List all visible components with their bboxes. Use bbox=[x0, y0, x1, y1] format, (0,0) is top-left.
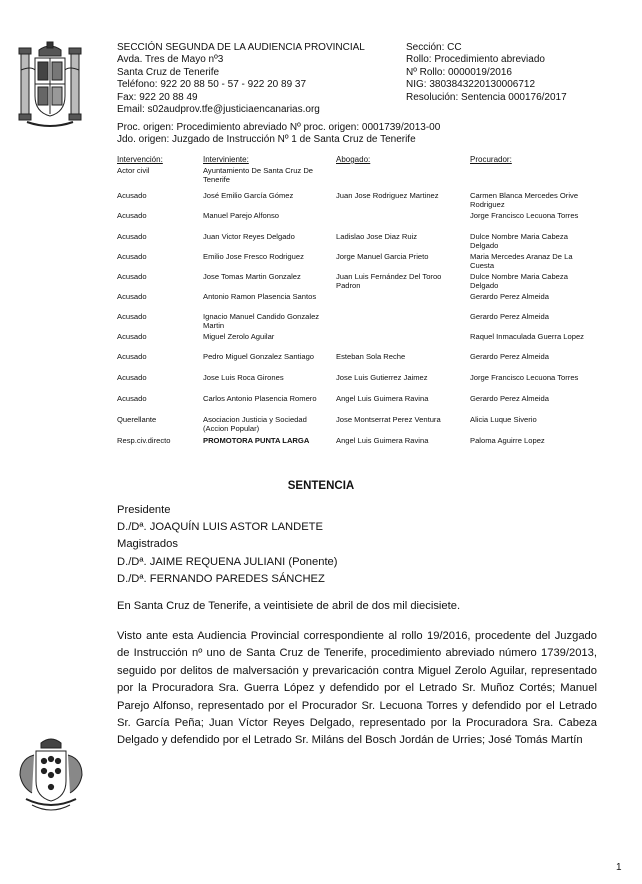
presidente-label: Presidente bbox=[117, 504, 171, 516]
body-paragraph: Visto ante esta Audiencia Provincial correspondiente al rollo 19/2016, procedente del Juzgado de Instrucción nº uno de Santa Cruz de Tenerife, procedimiento abreviado número 1739/2013, seguido por delitos de malversación y prevaricación contra Miguel Zerolo Aguilar, representado por la Procuradora Sra. Guerra López y defendido por el Letrado Sr. Muñoz Cortés; Manuel Parejo Alfonso, representado por el Procurador Sr. Lecuona Torres y defendido por el Letrado Sr. García Peña; Juan Víctor Reyes Delgado, representado por la Procuradora Sra. Cabeza Delgado y defendido por el Letrado Sr. Miláns del Bosch Jordán de Urries; José Tomás Martín bbox=[117, 630, 597, 747]
cell-interviniente: PROMOTORA PUNTA LARGA bbox=[203, 436, 310, 445]
cell-intervencion: Querellante bbox=[117, 415, 157, 424]
cell-procurador: Jorge Francisco Lecuona Torres bbox=[470, 211, 579, 220]
spain-coat-of-arms-icon bbox=[17, 40, 83, 130]
section: Sección: CC bbox=[406, 42, 462, 53]
cell-intervencion: Acusado bbox=[117, 312, 147, 321]
cell-procurador: Gerardo Perez Almeida bbox=[470, 292, 549, 301]
magistrado-2: D./Dª. FERNANDO PAREDES SÁNCHEZ bbox=[117, 572, 325, 585]
court-name: SECCIÓN SEGUNDA DE LA AUDIENCIA PROVINCIAL bbox=[117, 42, 365, 53]
cell-interviniente: Juan Victor Reyes Delgado bbox=[203, 232, 295, 241]
cell-interviniente: Carlos Antonio Plasencia Romero bbox=[203, 394, 317, 403]
header-intervencion: Intervención: bbox=[117, 155, 163, 164]
cell-intervencion: Acusado bbox=[117, 272, 147, 281]
cell-procurador: Dulce Nombre Maria Cabeza Delgado bbox=[470, 232, 568, 250]
cell-intervencion: Acusado bbox=[117, 352, 147, 361]
rollo-number: Nº Rollo: 0000019/2016 bbox=[406, 66, 512, 78]
cell-interviniente: Miguel Zerolo Aguilar bbox=[203, 332, 275, 341]
cell-intervencion: Acusado bbox=[117, 252, 147, 261]
cell-interviniente: Pedro Miguel Gonzalez Santiago bbox=[203, 352, 315, 361]
cell-procurador: Raquel Inmaculada Guerra Lopez bbox=[470, 332, 584, 341]
cell-procurador: Carmen Blanca Mercedes Orive Rodriguez bbox=[470, 191, 579, 209]
cell-intervencion: Acusado bbox=[117, 211, 147, 220]
cell-interviniente: Asociacion Justicia y Sociedad (Accion Popular) bbox=[203, 415, 307, 433]
cell-procurador: Maria Mercedes Aranaz De La Cuesta bbox=[470, 252, 573, 270]
cell-intervencion: Resp.civ.directo bbox=[117, 436, 171, 445]
court-city: Santa Cruz de Tenerife bbox=[117, 66, 220, 78]
cell-interviniente: José Emilio García Gómez bbox=[203, 191, 294, 200]
canarias-coat-of-arms-icon bbox=[14, 735, 88, 815]
cell-abogado: Ladislao Jose Diaz Ruiz bbox=[336, 232, 418, 241]
cell-abogado: Juan Jose Rodriguez Martinez bbox=[336, 191, 439, 200]
court-street: Avda. Tres de Mayo nº3 bbox=[117, 54, 224, 66]
cell-interviniente: Manuel Parejo Alfonso bbox=[203, 211, 279, 220]
cell-procurador: Gerardo Perez Almeida bbox=[470, 312, 549, 321]
cell-interviniente: Jose Tomas Martin Gonzalez bbox=[203, 272, 301, 281]
cell-intervencion: Acusado bbox=[117, 191, 147, 200]
proc-origin: Proc. origen: Procedimiento abreviado Nº proc. origen: 0001739/2013-00 bbox=[117, 122, 441, 133]
cell-intervencion: Acusado bbox=[117, 292, 147, 301]
nig: NIG: 3803843220130006712 bbox=[406, 79, 536, 91]
court-email: Email: s02audprov.tfe@justiciaencanarias.org bbox=[117, 104, 320, 116]
magistrados-label: Magistrados bbox=[117, 538, 178, 551]
cell-intervencion: Acusado bbox=[117, 232, 147, 241]
header-abogado: Abogado: bbox=[336, 155, 371, 164]
case-info-block bbox=[406, 42, 567, 104]
cell-procurador: Alicia Luque Siverio bbox=[470, 415, 537, 424]
page-number: 1 bbox=[616, 862, 622, 873]
cell-procurador: Paloma Aguirre Lopez bbox=[470, 436, 545, 445]
court-fax: Fax: 922 20 88 49 bbox=[117, 91, 198, 103]
cell-abogado: Jose Montserrat Perez Ventura bbox=[336, 415, 441, 424]
place-date: En Santa Cruz de Tenerife, a veintisiete de abril de dos mil diecisiete. bbox=[117, 600, 461, 612]
cell-intervencion: Acusado bbox=[117, 332, 147, 341]
presidente-name: D./Dª. JOAQUÍN LUIS ASTOR LANDETE bbox=[117, 521, 323, 534]
cell-interviniente: Emilio Jose Fresco Rodriguez bbox=[203, 252, 304, 261]
cell-interviniente: Antonio Ramon Plasencia Santos bbox=[203, 292, 317, 301]
header-procurador: Procurador: bbox=[470, 155, 512, 164]
cell-intervencion: Actor civil bbox=[117, 166, 150, 175]
court-phone: Teléfono: 922 20 88 50 - 57 - 922 20 89 37 bbox=[117, 79, 307, 91]
court-address-block bbox=[117, 42, 365, 116]
cell-procurador: Gerardo Perez Almeida bbox=[470, 352, 549, 361]
cell-interviniente: Ayuntamiento De Santa Cruz De Tenerife bbox=[203, 166, 314, 184]
cell-abogado: Juan Luis Fernández Del Toroo Padron bbox=[336, 272, 442, 290]
cell-abogado: Angel Luis Guimera Ravina bbox=[336, 394, 429, 403]
cell-interviniente: Ignacio Manuel Candido Gonzalez Martin bbox=[203, 312, 320, 330]
cell-abogado: Jose Luis Gutierrez Jaimez bbox=[336, 373, 428, 382]
jdo-origin: Jdo. origen: Juzgado de Instrucción Nº 1 de Santa Cruz de Tenerife bbox=[117, 134, 416, 146]
resolution: Resolución: Sentencia 000176/2017 bbox=[406, 91, 567, 103]
magistrado-1: D./Dª. JAIME REQUENA JULIANI (Ponente) bbox=[117, 555, 338, 568]
cell-intervencion: Acusado bbox=[117, 373, 147, 382]
cell-procurador: Jorge Francisco Lecuona Torres bbox=[470, 373, 579, 382]
cell-interviniente: Jose Luis Roca Girones bbox=[203, 373, 284, 382]
cell-procurador: Dulce Nombre Maria Cabeza Delgado bbox=[470, 272, 568, 290]
document-title: SENTENCIA bbox=[287, 480, 355, 492]
procedure-origin bbox=[117, 122, 440, 147]
cell-intervencion: Acusado bbox=[117, 394, 147, 403]
cell-abogado: Angel Luis Guimera Ravina bbox=[336, 436, 429, 445]
rollo-type: Rollo: Procedimiento abreviado bbox=[406, 54, 545, 66]
cell-procurador: Gerardo Perez Almeida bbox=[470, 394, 549, 403]
cell-abogado: Esteban Sola Reche bbox=[336, 352, 406, 361]
cell-abogado: Jorge Manuel Garcia Prieto bbox=[336, 252, 429, 261]
header-interviniente: Interviniente: bbox=[203, 155, 249, 164]
court-composition bbox=[117, 502, 338, 588]
